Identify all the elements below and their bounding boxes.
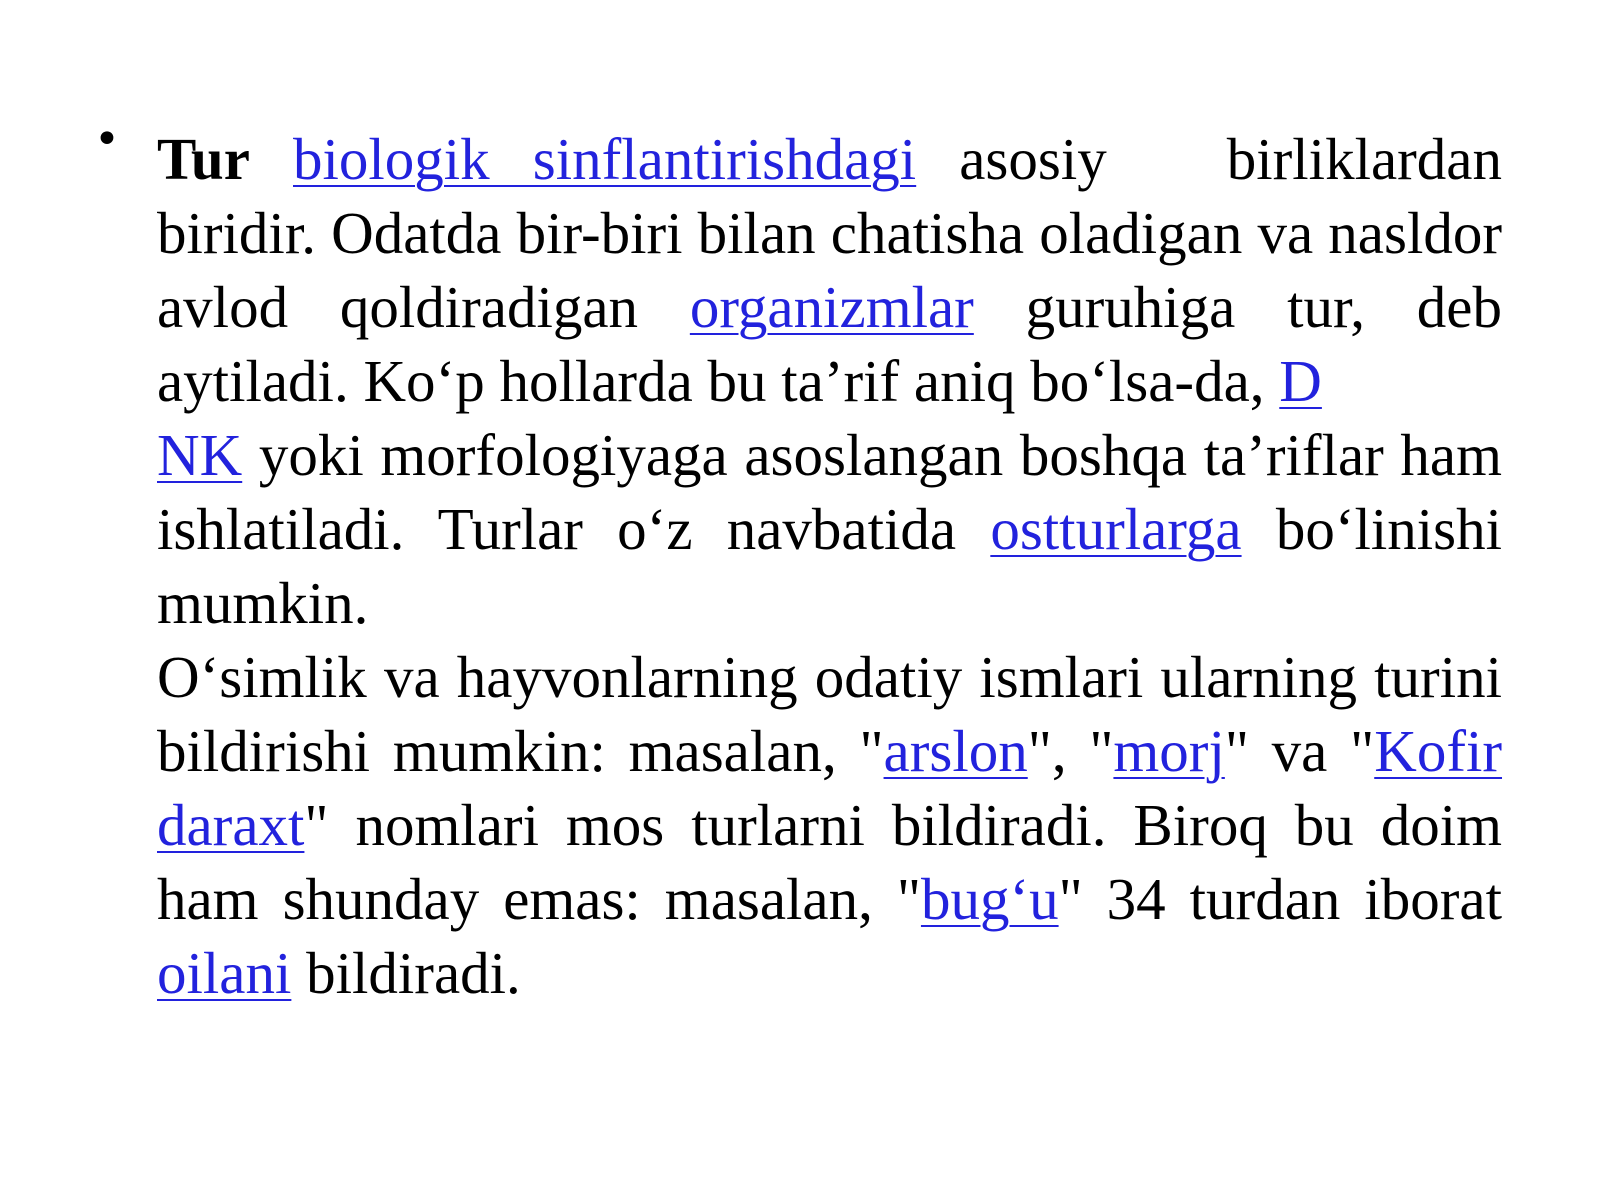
text-segment: birliklardan biridir. Odatda bir-biri bilan chatisha oladigan va nasldor avlod qoldiradigan [157,126,1502,340]
link-bugu[interactable]: bug‘u [920,866,1059,932]
text-segment: ", " [1027,718,1114,784]
text-segment: " va " [1224,718,1375,784]
term-bold: Tur [157,126,250,192]
link-organizmlar[interactable]: organizmlar [689,274,974,340]
link-morj[interactable]: morj [1113,718,1225,784]
text-segment: " nomlari mos turlarni bildiradi. Biroq bu doim ham shunday emas: masalan, " [157,792,1502,932]
link-oilani[interactable]: oilani [157,940,292,1006]
text-segment: yoki morfologiyaga asoslangan boshqa ta’riflar ham ishlatiladi. Turlar o‘z navbatida [157,422,1503,562]
text-segment: bo‘linishi mumkin. [157,496,1502,636]
text-segment: bildiradi. [306,940,521,1006]
link-ostturlarga[interactable]: ostturlarga [990,496,1242,562]
text-segment: O‘simlik va hayvonlarning odatiy ismlari ularning turini bildirishi mumkin: masalan, " [157,644,1502,784]
link-biologik-sinflantirishdagi[interactable]: biologik sinflantirishdagi [293,126,917,192]
text-segment: guruhiga tur, deb aytiladi. Ko‘p hollarda bu ta’rif aniq bo‘lsa-da, [157,274,1502,414]
link-arslon[interactable]: arslon [883,718,1028,784]
link-dnk-part: NK [157,422,243,488]
text-segment: asosiy [959,126,1107,192]
link-kofir-daraxt[interactable]: Kofir daraxt [157,718,1503,858]
bullet-icon: • [94,114,120,165]
link-dnk-part: D [1279,348,1322,414]
body-paragraph [157,122,1502,1010]
text-segment: " 34 turdan iborat [1058,866,1502,932]
